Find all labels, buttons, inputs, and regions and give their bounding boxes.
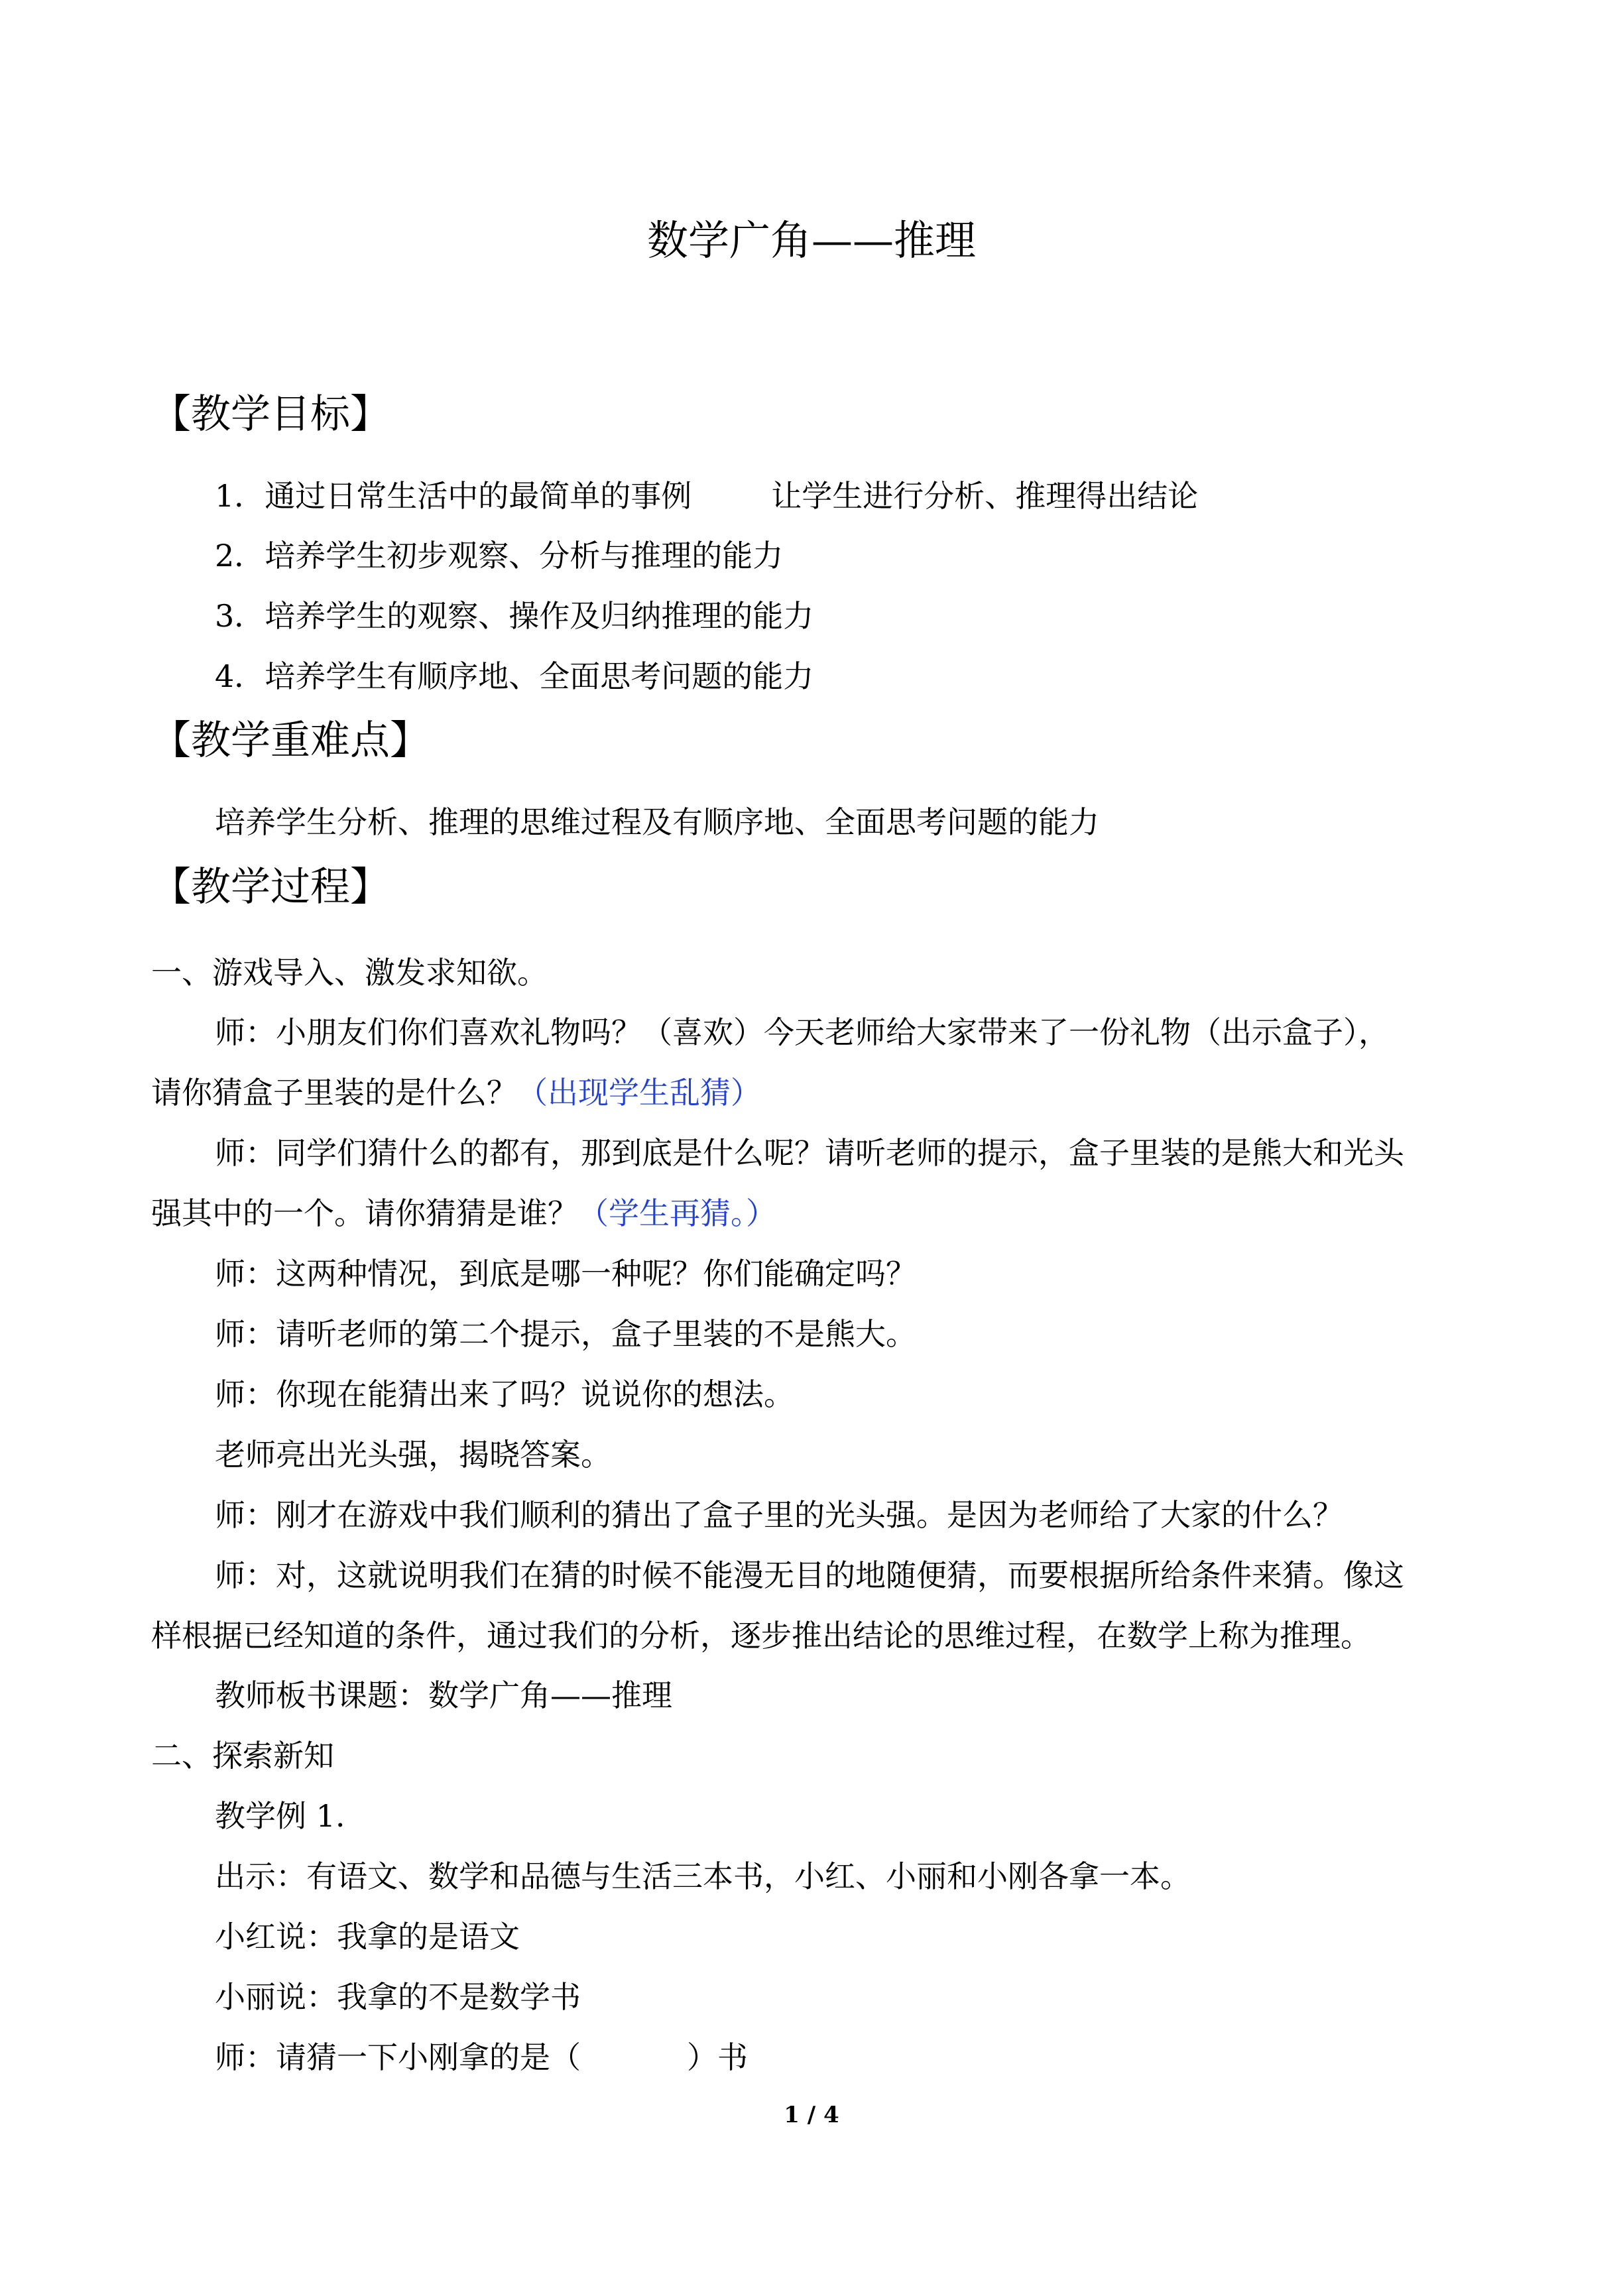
paragraph-line: 师：同学们猜什么的都有，那到底是什么呢？请听老师的提示，盒子里装的是熊大和光头 [215, 1135, 1404, 1171]
goal-item-1 [215, 473, 1198, 519]
paragraph-line: 小红说：我拿的是语文 [215, 1919, 520, 1955]
goal-item-4 [215, 653, 813, 699]
paragraph-line: 师：刚才在游戏中我们顺利的猜出了盒子里的光头强。是因为老师给了大家的什么？ [215, 1497, 1343, 1533]
goal-text: 通过日常生活中的最简单的事例 [265, 478, 692, 514]
paragraph-text: ）书 [687, 2039, 748, 2075]
goal-item-3 [215, 593, 813, 639]
paragraph-line: 师：小朋友们你们喜欢礼物吗？（喜欢）今天老师给大家带来了一份礼物（出示盒子）， [215, 1014, 1389, 1050]
paragraph-line: 师：这两种情况，到底是哪一种呢？你们能确定吗？ [215, 1256, 916, 1292]
section-heading-goals: 【教学目标】 [151, 391, 390, 438]
goal-number: 1． [215, 478, 265, 514]
goal-item-2 [215, 532, 783, 579]
goal-text: 培养学生有顺序地、全面思考问题的能力 [265, 658, 814, 694]
teacher-note: （学生再猜。） [578, 1195, 776, 1231]
paragraph-line: 出示：有语文、数学和品德与生活三本书，小红、小丽和小刚各拿一本。 [215, 1858, 1191, 1894]
paragraph-text: 师：请猜一下小刚拿的是（ [215, 2039, 581, 2075]
paragraph-line [215, 2034, 748, 2081]
paragraph-line: 教师板书课题：数学广角——推理 [215, 1677, 672, 1713]
paragraph-line [151, 1190, 776, 1237]
goal-text: 让学生进行分析、推理得出结论 [771, 478, 1199, 514]
goal-text: 培养学生的观察、操作及归纳推理的能力 [265, 598, 814, 634]
paragraph-line: 样根据已经知道的条件，通过我们的分析，逐步推出结论的思维过程，在数学上称为推理。 [151, 1618, 1371, 1654]
paragraph-line: 小丽说：我拿的不是数学书 [215, 1979, 581, 2015]
page-number: 1 / 4 [784, 2102, 839, 2128]
page-title: 数学广角——推理 [646, 216, 976, 265]
process-section-1: 一、游戏导入、激发求知欲。 [151, 955, 548, 991]
goal-number: 2． [215, 538, 265, 574]
section-heading-process: 【教学过程】 [151, 864, 390, 910]
paragraph-line: 老师亮出光头强，揭晓答案。 [215, 1437, 611, 1473]
goal-number: 3． [215, 598, 265, 634]
paragraph-text: 请你猜盒子里装的是什么？ [151, 1075, 517, 1111]
goal-text: 培养学生初步观察、分析与推理的能力 [265, 538, 784, 574]
process-section-2: 二、探索新知 [151, 1738, 334, 1774]
paragraph-line [151, 1069, 761, 1116]
keypoints-text: 培养学生分析、推理的思维过程及有顺序地、全面思考问题的能力 [215, 804, 1099, 840]
paragraph-line: 师：请听老师的第二个提示，盒子里装的不是熊大。 [215, 1316, 916, 1352]
goal-number: 4． [215, 658, 265, 694]
section-heading-keypoints: 【教学重难点】 [151, 717, 430, 764]
paragraph-line: 教学例 1. [215, 1798, 345, 1834]
paragraph-line: 师：你现在能猜出来了吗？说说你的想法。 [215, 1376, 794, 1412]
teacher-note: （出现学生乱猜） [517, 1075, 761, 1111]
paragraph-text: 强其中的一个。请你猜猜是谁？ [151, 1195, 578, 1231]
paragraph-line: 师：对，这就说明我们在猜的时候不能漫无目的地随便猜，而要根据所给条件来猜。像这 [215, 1557, 1404, 1593]
